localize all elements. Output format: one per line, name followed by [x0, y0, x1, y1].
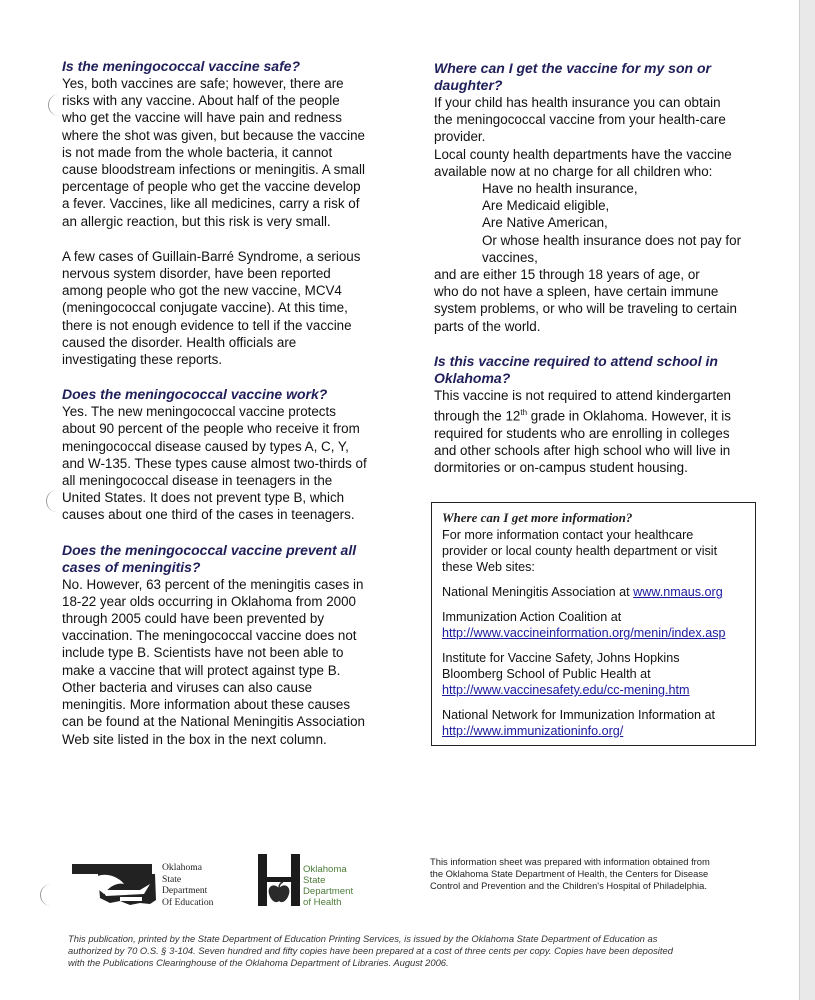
info-box-intro: For more information contact your healthcare provider or local county health department or visit these Web sites:	[442, 528, 718, 574]
paragraph-insurance: If your child has health insurance you can obtain the meningococcal vaccine from your health-care provider.	[434, 95, 726, 145]
publication-footer: This publication, printed by the State Department of Education Printing Services, is issued by the Oklahoma State Department of Education as authorized by 70 O.S. § 3-104. Seven hundred and fifty copies have been prepared at a cost of three cents per copy. Copies have been deposited with the Publications Clearinghouse of the Oklahoma Department of Libraries. August 2006.	[68, 933, 673, 969]
heading-where-vaccine: Where can I get the vaccine for my son or daughter?	[434, 60, 711, 93]
list-item: Are Native American,	[482, 215, 608, 231]
link-vaccineinformation[interactable]: http://www.vaccineinformation.org/menin/index.asp	[442, 626, 726, 640]
info-entry-iac: Immunization Action Coalition at http://www.vaccineinformation.org/menin/index.asp	[442, 609, 745, 641]
info-entry-nnii: National Network for Immunization Information at http://www.immunizationinfo.org/	[442, 707, 745, 739]
scan-artifact	[40, 884, 62, 906]
info-box-title: Where can I get more information?	[442, 510, 633, 525]
heading-prevent-all: Does the meningococcal vaccine prevent all cases of meningitis?	[62, 541, 357, 575]
info-entry-nma: National Meningitis Association at www.nmaus.org	[442, 585, 723, 599]
scan-artifact	[48, 94, 70, 116]
more-information-box	[431, 502, 756, 746]
health-department-logo-icon	[256, 852, 302, 908]
list-item: Have no health insurance,	[482, 181, 638, 197]
heading-required-school: Is this vaccine required to attend school in Oklahoma?	[434, 352, 718, 386]
list-item: Are Medicaid eligible,	[482, 198, 610, 214]
list-item: Or whose health insurance does not pay for vaccines,	[482, 232, 742, 265]
paragraph-school-requirement: This vaccine is not required to attend kindergarten through the 12th grade in Oklahoma. However, it is required for students who are enrolling in colleges and other schools after high school who will live in dormitories or on-campus student housing.	[434, 387, 731, 476]
paragraph-prevention: No. However, 63 percent of the meningitis cases in 18-22 year olds occurring in Oklahoma from 2000 through 2005 could have been prevented by vaccination. The meningococcal vaccine does not include type B. Scientists have not been able to make a vaccine that will protect against type B. Other bacteria and viruses can also cause meningitis. More information about these causes can be found at the National Meningitis Association Web site listed in the box in the next column.	[62, 576, 365, 747]
paragraph-guillain-barre: A few cases of Guillain-Barré Syndrome, a serious nervous system disorder, have been reported among people who got the new vaccine, MCV4 (meningococcal conjugate vaccine). At this time, there is not enough evidence to tell if the vaccine caused the disorder. Health officials are investigating these reports.	[62, 248, 361, 368]
paragraph-effectiveness: Yes. The new meningococcal vaccine protects about 90 percent of the people who receive it from meningococcal disease caused by types A, C, Y, and W-135. These types cause almost two-thirds of all meningococcal disease in teenagers in the United States. It does not prevent type B, which causes about one third of the cases in teenagers.	[62, 404, 367, 523]
info-entry-ivs: Institute for Vaccine Safety, Johns Hopkins Bloomberg School of Public Health at http://www.vaccinesafety.edu/cc-mening.htm	[442, 650, 745, 698]
left-column	[62, 58, 392, 748]
paragraph-county-health: Local county health departments have the vaccine available now at no charge for all children who:	[434, 146, 732, 179]
education-department-logo-text: Oklahoma State Department Of Education	[162, 862, 214, 908]
link-vaccinesafety[interactable]: http://www.vaccinesafety.edu/cc-mening.htm	[442, 683, 690, 697]
information-credit: This information sheet was prepared with information obtained from the Oklahoma State Department of Health, the Centers for Disease Control and Prevention and the Children's Hospital of Philadelphia.	[430, 856, 710, 891]
link-immunizationinfo[interactable]: http://www.immunizationinfo.org/	[442, 724, 624, 738]
scan-artifact	[46, 490, 68, 512]
right-column	[434, 60, 769, 476]
eligibility-list	[482, 180, 769, 266]
heading-vaccine-safe: Is the meningococcal vaccine safe?	[62, 58, 301, 74]
heading-vaccine-work: Does the meningococcal vaccine work?	[62, 386, 328, 403]
health-department-logo-text: Oklahoma State Department of Health	[303, 864, 354, 908]
paragraph-safety: Yes, both vaccines are safe; however, there are risks with any vaccine. About half of the people who get the vaccine will have pain and redness where the shot was given, but because the vaccine is not made from the whole bacteria, it cannot cause bloodstream infections or meningitis. A small percentage of people who get the vaccine develop a fever. Vaccines, like all medicines, carry a risk of an allergic reaction, but this risk is very small.	[62, 76, 365, 229]
link-nmaus[interactable]: www.nmaus.org	[633, 585, 723, 599]
paragraph-age-conditions: and are either 15 through 18 years of age, or who do not have a spleen, have certain immune system problems, or who will be traveling to certain parts of the world.	[434, 267, 737, 334]
